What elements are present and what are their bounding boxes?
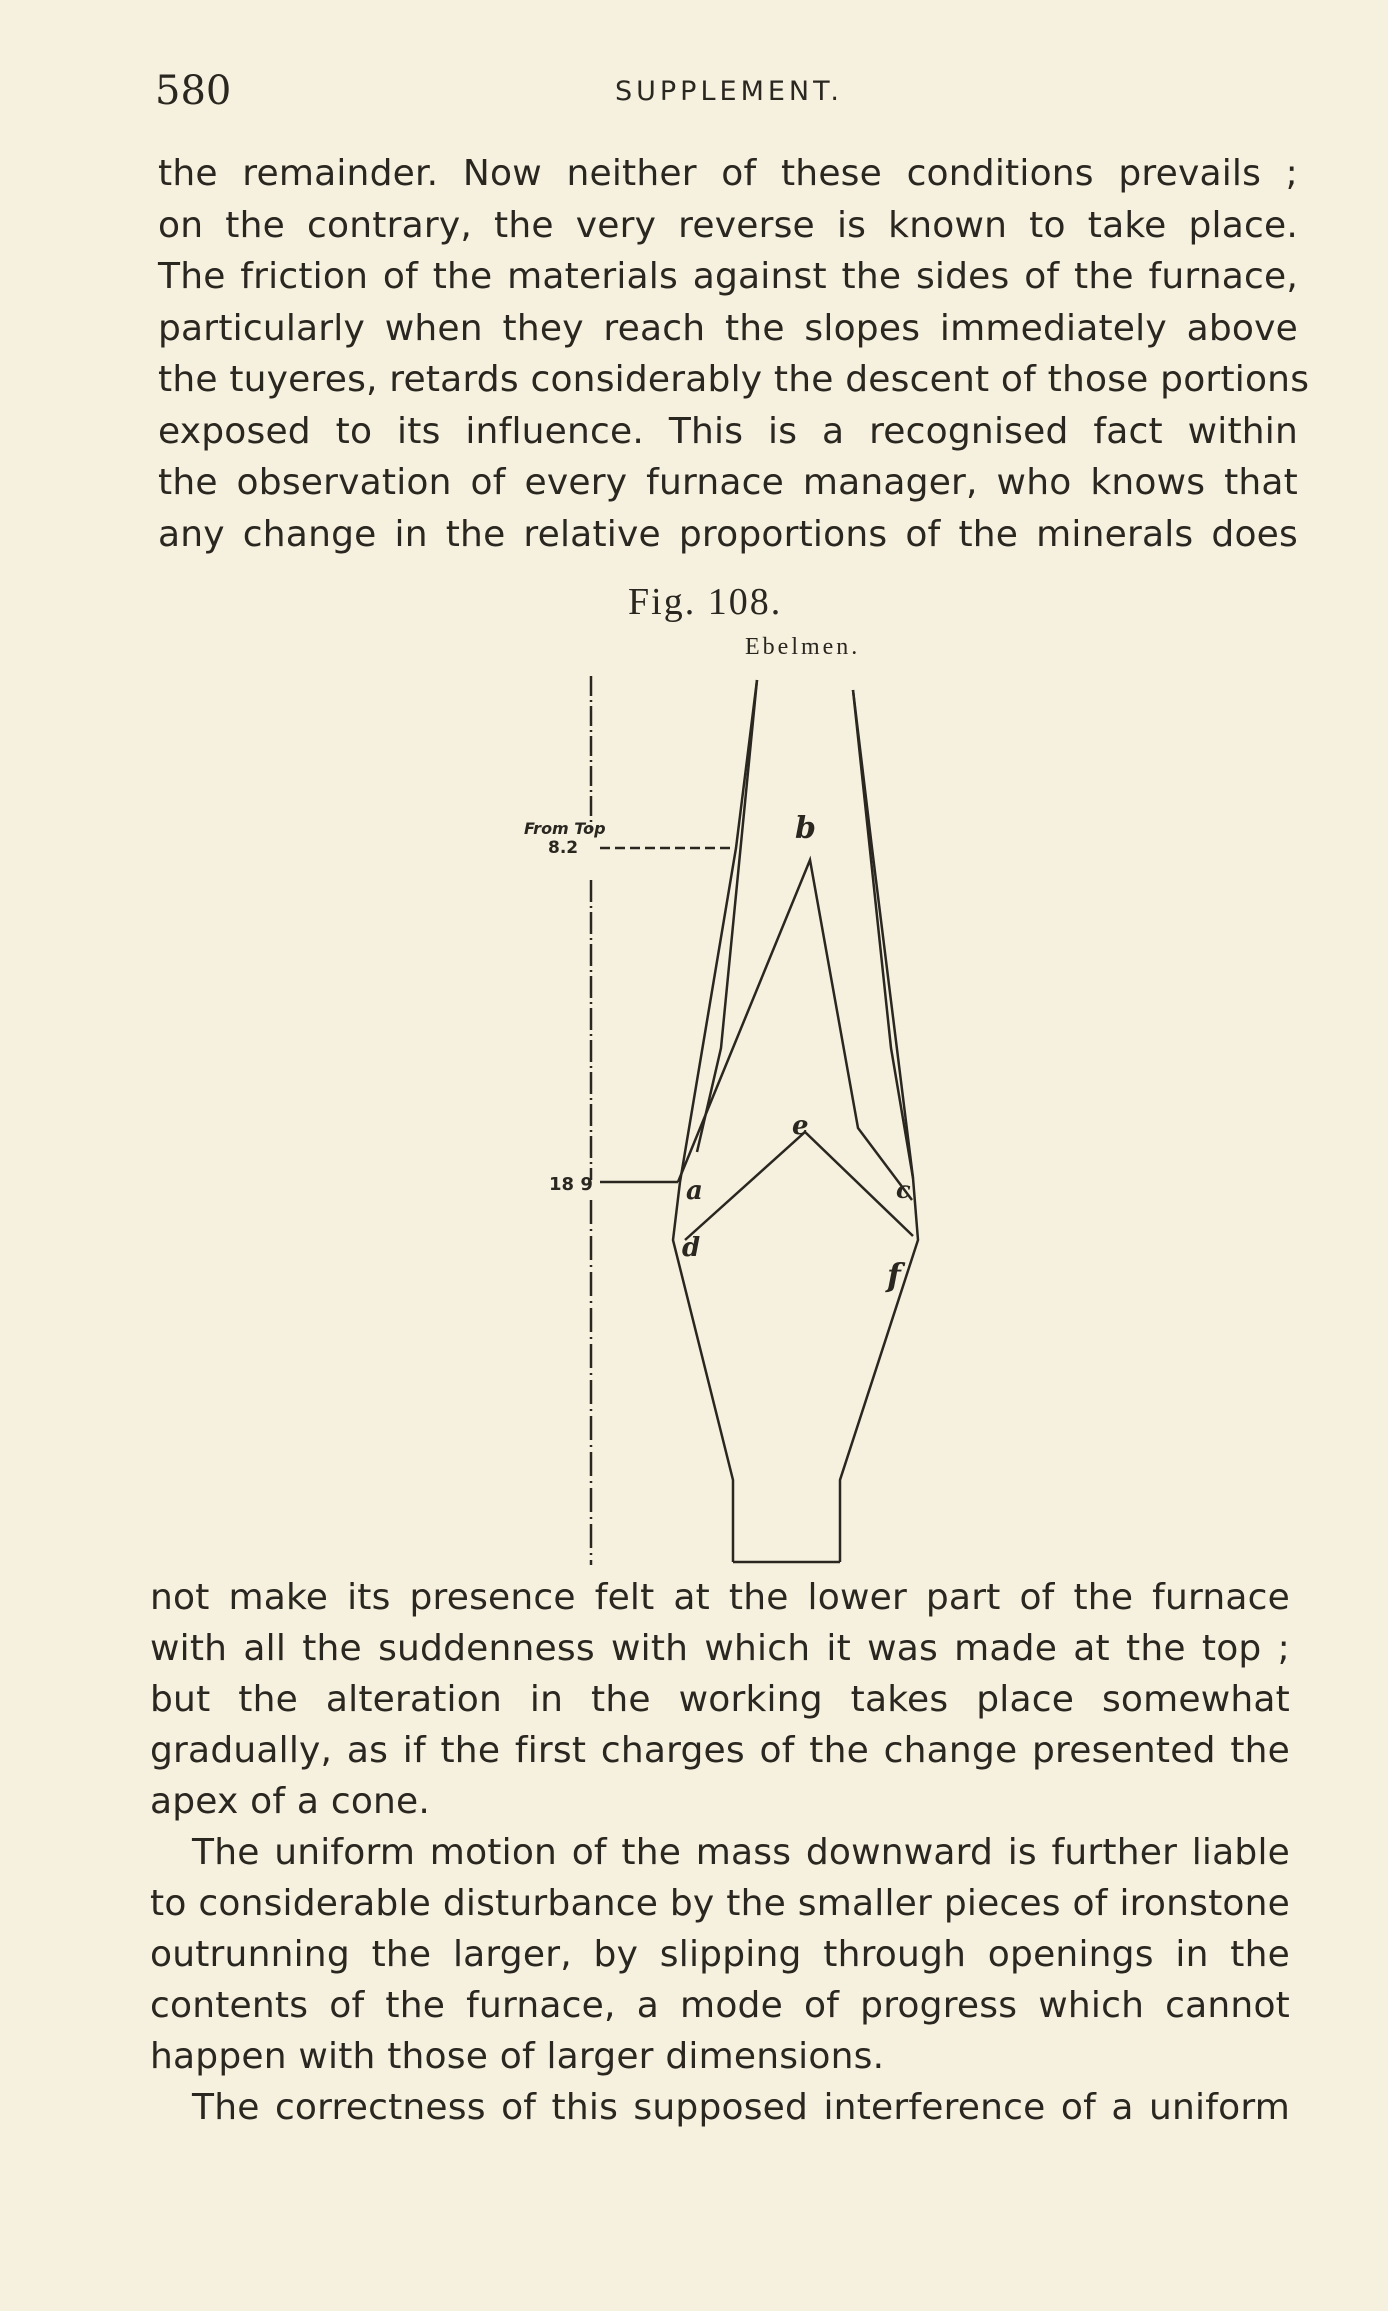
running-head: SUPPLEMENT.	[615, 76, 843, 107]
cone-e	[685, 1132, 913, 1240]
text-line: to considerable disturbance by the smaller pieces of ironstone	[150, 1883, 1290, 1924]
label-c: c	[896, 1175, 911, 1204]
label-b: b	[795, 811, 816, 846]
text-line: on the contrary, the very reverse is known to take place.	[158, 204, 1298, 246]
paragraph-bottom	[150, 1572, 1290, 2133]
furnace-outer-right	[840, 690, 918, 1562]
text-line: particularly when they reach the slopes immediately above	[158, 307, 1298, 349]
label-f: f	[887, 1256, 901, 1294]
text-line: outrunning the larger, by slipping through openings in the	[150, 1934, 1290, 1975]
text-line: contents of the furnace, a mode of progress which cannot	[150, 1985, 1290, 2026]
figure-caption: Fig. 108.	[628, 581, 783, 623]
text-line: any change in the relative proportions of the minerals does	[158, 513, 1298, 555]
text-line: not make its presence felt at the lower part of the furnace	[150, 1577, 1290, 1618]
text-line: exposed to its influence. This is a recognised fact within	[158, 410, 1298, 452]
text-line: but the alteration in the working takes place somewhat	[150, 1679, 1290, 1720]
label-d: d	[682, 1233, 701, 1263]
label-top-value: 8.2	[548, 838, 579, 858]
label-a: a	[686, 1176, 703, 1206]
text-line: apex of a cone.	[150, 1781, 431, 1822]
text-line: gradually, as if the first charges of the change presented the	[150, 1730, 1290, 1771]
text-line: The uniform motion of the mass downward is further liable	[192, 1832, 1290, 1873]
text-line: The correctness of this supposed interference of a uniform	[192, 2087, 1290, 2128]
page-number: 580	[155, 68, 232, 114]
label-e: e	[792, 1111, 809, 1141]
text-line: the observation of every furnace manager, who knows that	[158, 462, 1298, 503]
text-line: with all the suddenness with which it was made at the top ;	[150, 1628, 1290, 1669]
text-line: happen with those of larger dimensions.	[150, 2036, 885, 2077]
label-lower-value: 18 9	[549, 1174, 593, 1195]
text-line: the remainder. Now neither of these conditions prevails ;	[158, 153, 1298, 194]
label-from-top: From Top	[524, 819, 606, 838]
text-line: the tuyeres, retards considerably the descent of those portions	[158, 359, 1310, 400]
figure-author: Ebelmen.	[745, 634, 861, 660]
text-line: The friction of the materials against the sides of the furnace,	[158, 256, 1298, 297]
